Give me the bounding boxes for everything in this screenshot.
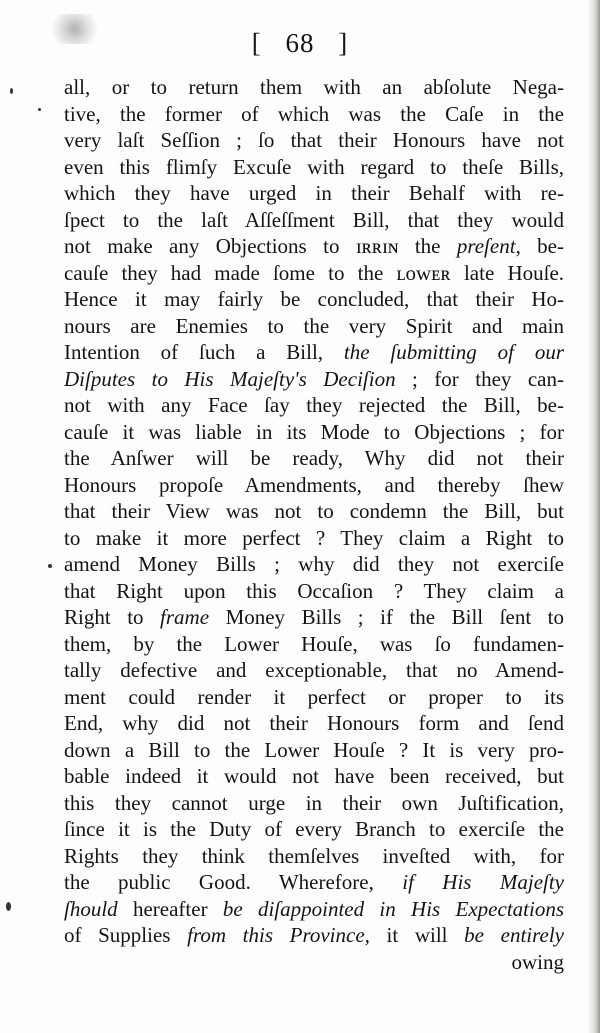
text-line-23: tally defective and exceptionable, that no Amend- xyxy=(64,658,564,682)
ink-speck xyxy=(10,88,13,94)
text-line-34: owing xyxy=(511,949,564,974)
header-bracket-open: [ xyxy=(251,28,262,58)
text-line-18: to make it more perfect ? They claim a Right to xyxy=(64,525,564,550)
text-line-32: ſhould hereafter be diſappointed in His Expectations xyxy=(64,896,564,921)
text-line-9: Hence it may fairly be concluded, that their Ho- xyxy=(64,287,564,311)
text-line-33: of Supplies from this Province, it will be entirely xyxy=(64,923,564,947)
text-line-17: that their View was not to condemn the Bill, but xyxy=(64,499,564,523)
text-line-31: the public Good. Wherefore, if His Majeſty xyxy=(64,870,565,894)
text-line-14: cauſe it was liable in its Mode to Objections ; for xyxy=(64,419,564,444)
text-line-13: not with any Face ſay they rejected the Bill, be- xyxy=(64,393,564,417)
text-line-16: Honours propoſe Amendments, and thereby ſhew xyxy=(64,472,564,497)
inserted-word: late xyxy=(463,260,495,285)
text-line-11: Intention of ſuch a Bill, the ſubmitting of our xyxy=(64,340,565,364)
text-line-26: down a Bill to the Lower Houſe ? It is very pro- xyxy=(64,737,564,762)
text-line-24: ment could render it perfect or proper to its xyxy=(64,684,564,709)
ink-speck xyxy=(6,902,11,911)
text-line-19: amend Money Bills ; why did they not exerciſe xyxy=(64,552,564,576)
text-line-12: Diſputes to His Majeſty's Deciſion ; for they can- xyxy=(64,366,564,391)
text-line-22: them, by the Lower Houſe, was ſo fundamen- xyxy=(64,631,564,656)
text-line-3: very laſt Seſſion ; ſo that their Honours have not xyxy=(64,128,564,152)
text-line-20: that Right upon this Occaſion ? They claim a xyxy=(64,578,564,603)
text-line-4: even this flimſy Excuſe with regard to theſe Bills, xyxy=(64,154,564,179)
text-line-2: tive, the former of which was the Caſe in the xyxy=(64,101,564,126)
text-line-6: ſpect to the laſt Aſſeſſment Bill, that they would xyxy=(64,207,564,232)
struck-out-word: ʟᴏᴡᴇʀ xyxy=(396,260,451,285)
body-text xyxy=(64,74,564,975)
text-line-15: the Anſwer will be ready, Why did not their xyxy=(64,446,564,470)
text-line-10: nours are Enemies to the very Spirit and main xyxy=(64,313,564,338)
text-line-21: Right to frame Money Bills ; if the Bill ſent to xyxy=(64,605,564,629)
page-header xyxy=(0,28,600,59)
text-line-28: this they cannot urge in their own Juſtification, xyxy=(64,790,564,815)
text-line-25: End, why did not their Honours form and ſend xyxy=(64,711,564,735)
header-bracket-close: ] xyxy=(338,28,349,58)
ink-speck xyxy=(38,108,41,111)
struck-out-word: ɪʀʀɪɴ xyxy=(355,234,399,258)
text-line-29: ſince it is the Duty of every Branch to exerciſe the xyxy=(64,817,564,841)
text-line-1: all, or to return them with an abſolute Nega- xyxy=(64,75,564,99)
text-line-7: not make any Objections to ɪʀʀɪɴ the preſent, be- xyxy=(64,234,564,258)
text-line-8: cauſe they had made ſome to the ʟᴏᴡᴇʀ late Houſe. xyxy=(64,260,565,285)
text-line-27: bable indeed it would not have been received, but xyxy=(64,764,564,788)
text-line-30: Rights they think themſelves inveſted with, for xyxy=(64,843,564,868)
page-number: 68 xyxy=(285,28,315,58)
text-line-5: which they have urged in their Behalf with re- xyxy=(64,181,564,205)
ink-speck xyxy=(48,564,52,568)
page-edge-shadow xyxy=(588,0,600,1033)
